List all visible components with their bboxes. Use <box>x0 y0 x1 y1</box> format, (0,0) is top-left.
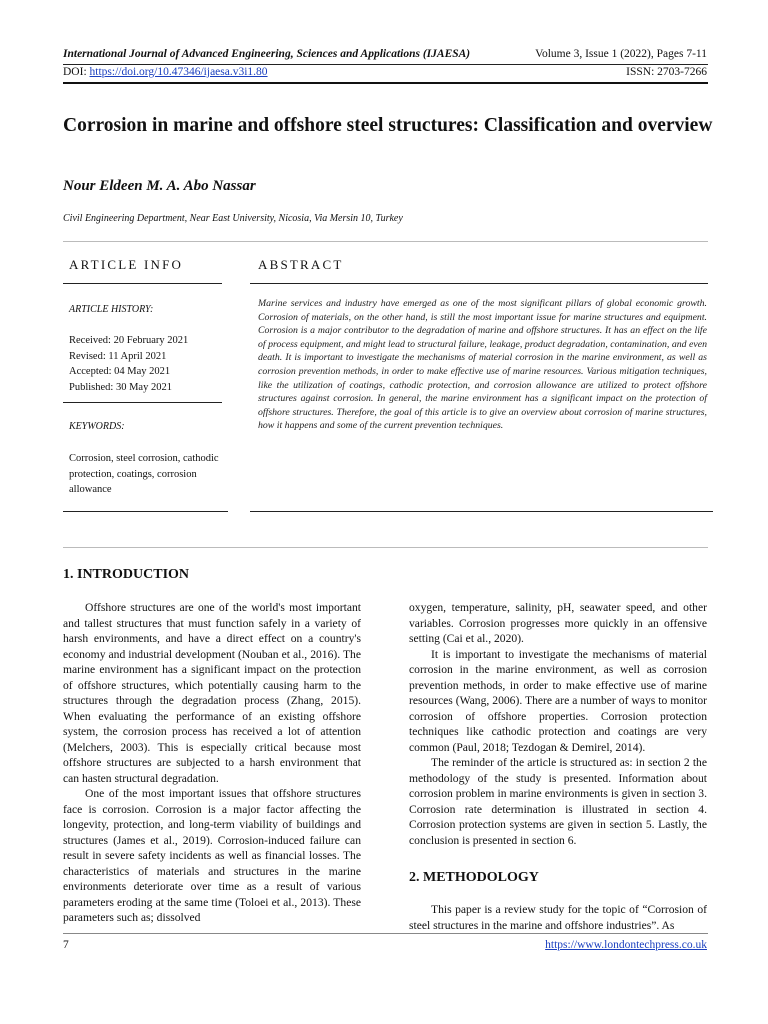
article-info-rule <box>63 283 222 284</box>
received-date: Received: 20 February 2021 <box>69 335 189 346</box>
footer-rule <box>63 933 708 934</box>
intro-paragraph-5: The reminder of the article is structured as: in section 2 the methodology of the study is presented. Information about corrosion problem in marine environments is given in section 3. Corrosion rate determination is illustrated in section 4. Corrosion protection systems are given in section 5. Lastly, the conclusion is presented in section 6. <box>409 756 707 847</box>
revised-date: Revised: 11 April 2021 <box>69 350 167 362</box>
paper-title: Corrosion in marine and offshore steel structures: Classification and overview <box>63 115 713 136</box>
page-number: 7 <box>63 939 69 951</box>
doi-line <box>63 66 268 78</box>
section-heading-methodology: 2. METHODOLOGY <box>409 870 539 885</box>
abstract-rule <box>250 283 708 284</box>
intro-paragraph-3: oxygen, temperature, salinity, pH, seawater speed, and other variables. Corrosion progresses more quickly in an offensive setting (Cai et al., 2020). <box>409 601 707 645</box>
keywords-rule <box>63 511 228 512</box>
author-name: Nour Eldeen M. A. Abo Nassar <box>63 178 256 194</box>
header-rule <box>63 64 708 65</box>
author-affiliation: Civil Engineering Department, Near East University, Nicosia, Via Mersin 10, Turkey <box>63 213 403 224</box>
abstract-bottom-rule <box>250 511 713 512</box>
header-rule-thick <box>63 82 708 84</box>
right-column <box>409 600 707 848</box>
publisher-link[interactable]: https://www.londontechpress.co.uk <box>545 939 707 951</box>
journal-name: International Journal of Advanced Engineering, Sciences and Applications (IJAESA) <box>63 48 471 60</box>
left-column <box>63 600 361 926</box>
keywords-label: KEYWORDS: <box>69 421 125 432</box>
article-history <box>69 333 188 395</box>
article-info-heading: ARTICLE INFO <box>69 257 184 272</box>
methodology-paragraph-1: This paper is a review study for the topic of “Corrosion of steel structures in the marine and offshore industries”. As <box>409 903 707 932</box>
history-rule <box>63 402 222 403</box>
issn: ISSN: 2703-7266 <box>626 66 707 78</box>
intro-paragraph-2: One of the most important issues that offshore structures face is corrosion. Corrosion is a major factor affecting the longevity, protection, and long-term viability of buildings and structures (James et al., 2019). Corrosion-induced failure can result in severe safety incidents as well as financial losses. The characteristics of materials and structures in the marine environments deteriorate over time as a result of various parameters eroding at the same time (Toloei et al., 2013). These parameters such as; dissolved <box>63 787 361 924</box>
article-history-label: ARTICLE HISTORY: <box>69 304 154 315</box>
methodology-text <box>409 902 707 933</box>
intro-paragraph-1: Offshore structures are one of the world's most important and tallest structures that must function safely in a variety of harsh environments, and have a direct effect on a country's economy and industrial development (Nouban et al., 2016). The marine environment has a significant impact on the protection of offshore structures, which potentially causing harm to the structures through the degradation process (Zhang, 2015). When evaluating the performance of an existing offshore system, the corrosion process has received a lot of attention (Melchers, 2003). This is especially critical because most offshore structures are subjected to a harsh environment that can hasten structural degradation. <box>63 601 361 785</box>
volume-info: Volume 3, Issue 1 (2022), Pages 7-11 <box>535 48 707 60</box>
doi-link[interactable]: https://doi.org/10.47346/ijaesa.v3i1.80 <box>89 66 268 78</box>
published-date: Published: 30 May 2021 <box>69 381 172 393</box>
title-divider <box>63 241 708 242</box>
body-divider <box>63 547 708 548</box>
accepted-date: Accepted: 04 May 2021 <box>69 366 171 377</box>
abstract-heading: ABSTRACT <box>258 257 344 272</box>
intro-paragraph-4: It is important to investigate the mechanisms of material corrosion in the marine environment, as well as corrosion prevention methods, in order to make effective use of marine resources (Wang, 2006). There are a number of ways to monitor corrosion of offshore properties. Corrosion protection techniques like cathodic protection and coatings are very common (Paul, 2018; Tezdogan & Demirel, 2014). <box>409 647 707 754</box>
abstract-text: Marine services and industry have emerged as one of the most significant pillars of global economic growth. Corrosion of materials, on the other hand, is still the most important issue for marine structures and equipment. Corrosion is a major contributor to the degradation of marine and offshore structures. It has an effect on the life of process equipment, and might lead to structural failure, leakage, product degradation, contamination, and even death. It is important to investigate the mechanisms of material corrosion in the marine environment, as well as corrosion prevention methods, in order to make effective use of marine resources. Various mitigation techniques, like the utilization of coatings, cathodic protection, and corrosion allowance are utilized to protect offshore structures against corrosion. In general, the marine environment has a significant impact on the protection of offshore structures. Therefore, the goal of this article is to give an overview about corrosion of marine structures, how it happens and some of the current prevention techniques. <box>258 298 707 432</box>
section-heading-introduction: 1. INTRODUCTION <box>63 567 190 582</box>
keywords: Corrosion, steel corrosion, cathodic protection, coatings, corrosion allowance <box>69 453 219 495</box>
doi-label: DOI: <box>63 66 90 78</box>
